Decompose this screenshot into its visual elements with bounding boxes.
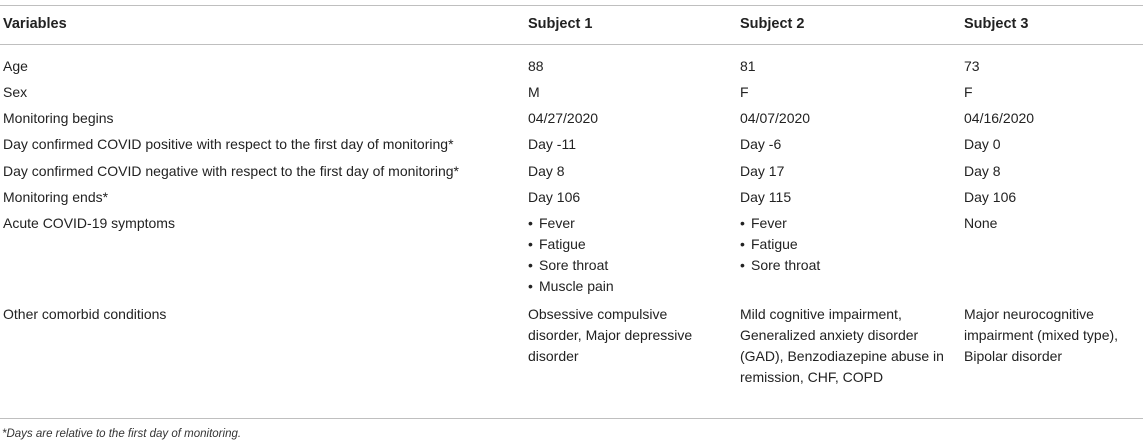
header-variables: Variables [3, 16, 67, 32]
cell-symptoms-s1 [528, 213, 614, 297]
cell-comorbid-s1: Obsessive compulsive disorder, Major depressive disorder [528, 306, 693, 364]
cell-negative-s1: Day 8 [528, 163, 565, 179]
row-label-monitoring-ends: Monitoring ends* [3, 189, 109, 205]
cell-symptoms-s2 [740, 213, 820, 276]
cell-positive-s1: Day -11 [528, 136, 576, 152]
cell-symptoms-s3: None [964, 215, 998, 231]
list-item: • Fever [740, 213, 820, 234]
cell-sex-s1: M [528, 84, 540, 100]
cell-age-s2: 81 [740, 58, 756, 74]
cell-begins-s1: 04/27/2020 [528, 110, 599, 126]
header-subject-3: Subject 3 [964, 16, 1029, 32]
cell-age-s3: 73 [964, 58, 980, 74]
table-header-rule [0, 44, 1143, 45]
list-item: • Muscle pain [528, 276, 614, 297]
row-label-covid-negative: Day confirmed COVID negative with respect to the first day of monitoring* [3, 163, 459, 179]
table-top-rule [0, 5, 1143, 6]
cell-comorbid-s3: Major neurocognitive impairment (mixed type), Bipolar disorder [964, 306, 1119, 364]
list-item: • Fatigue [740, 234, 820, 255]
row-label-symptoms: Acute COVID-19 symptoms [3, 215, 175, 231]
cell-ends-s2: Day 115 [740, 189, 792, 205]
row-label-age: Age [3, 58, 28, 74]
cell-negative-s2: Day 17 [740, 163, 785, 179]
cell-ends-s1: Day 106 [528, 189, 581, 205]
header-subject-1: Subject 1 [528, 16, 593, 32]
cell-positive-s2: Day -6 [740, 136, 782, 152]
cell-begins-s2: 04/07/2020 [740, 110, 811, 126]
row-label-comorbid: Other comorbid conditions [3, 306, 167, 322]
cell-age-s1: 88 [528, 58, 544, 74]
list-item: • Sore throat [528, 255, 614, 276]
cell-positive-s3: Day 0 [964, 136, 1001, 152]
list-item: • Sore throat [740, 255, 820, 276]
cell-sex-s2: F [740, 84, 749, 100]
cell-negative-s3: Day 8 [964, 163, 1001, 179]
cell-comorbid-s2: Mild cognitive impairment, Generalized anxiety disorder (GAD), Benzodiazepine abuse in remission, CHF, COPD [740, 306, 944, 385]
cell-sex-s3: F [964, 84, 973, 100]
table-footnote: *Days are relative to the first day of monitoring. [2, 428, 242, 440]
table-bottom-rule [0, 418, 1143, 419]
row-label-monitoring-begins: Monitoring begins [3, 110, 114, 126]
cell-begins-s3: 04/16/2020 [964, 110, 1035, 126]
cell-ends-s3: Day 106 [964, 189, 1017, 205]
row-label-covid-positive: Day confirmed COVID positive with respect to the first day of monitoring* [3, 136, 454, 152]
header-subject-2: Subject 2 [740, 16, 805, 32]
row-label-sex: Sex [3, 84, 28, 100]
list-item: • Fatigue [528, 234, 614, 255]
list-item: • Fever [528, 213, 614, 234]
